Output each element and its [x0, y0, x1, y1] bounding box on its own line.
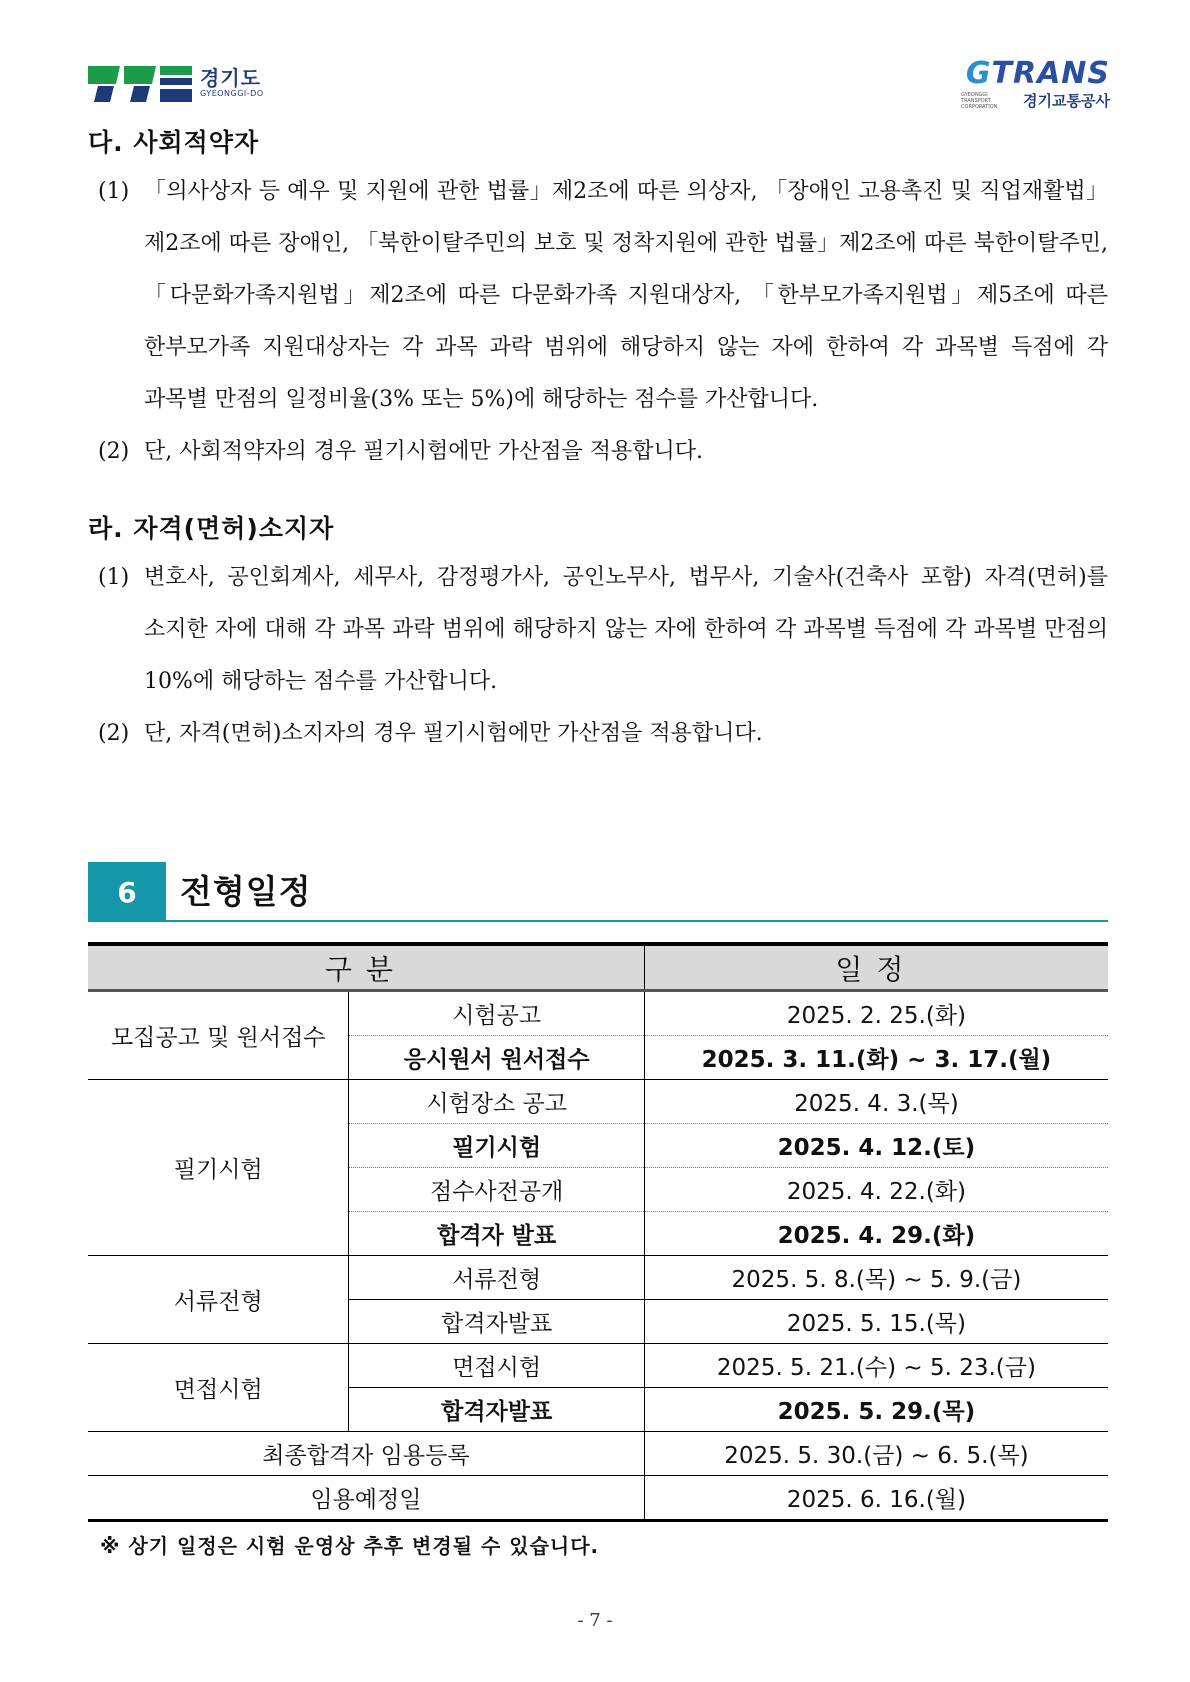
row-date: 2025. 4. 22.(화) — [644, 1168, 1108, 1212]
row-date: 2025. 5. 30.(금) ~ 6. 5.(목) — [644, 1432, 1108, 1476]
gtrans-sub-en: GYEONGGI TRANSPORT CORPORATION — [961, 91, 998, 110]
table-row — [88, 991, 1108, 1036]
item-text: 「의사상자 등 예우 및 지원에 관한 법률」제2조에 따른 의상자, 「장애인 고용촉진 및 직업재활법」제2조에 따른 장애인, 「북한이탈주민의 보호 및 정착지원에 관한 법률」제2조에 따른 북한이탈주민, 「다문화가족지원법」제2조에 따른 다문화가족 지원대상자, 「한부모가족지원법」제5조에 따른 한부모가족 지원대상자는 각 과목 과락 범위에 해당하지 않는 자에 한하여 각 과목별 득점에 각 과목별 만점의 일정비율(3% 또는 5%)에 해당하는 점수를 가산합니다. — [144, 179, 1108, 412]
row-item: 합격자 발표 — [349, 1212, 644, 1256]
section-da-item-2 — [88, 426, 1108, 478]
item-number: (2) — [98, 721, 130, 746]
row-date: 2025. 4. 12.(토) — [644, 1124, 1108, 1168]
schedule-note: ※ 상기 일정은 시험 운영상 추후 변경될 수 있습니다. — [100, 1534, 600, 1558]
item-number: (1) — [98, 179, 130, 204]
section-ra-item-1 — [88, 552, 1108, 708]
header-schedule: 일정 — [644, 944, 1108, 991]
main-content — [88, 120, 1108, 760]
row-date: 2025. 2. 25.(화) — [644, 991, 1108, 1036]
row-date: 2025. 5. 29.(목) — [644, 1388, 1108, 1432]
section-ra-item-2 — [88, 708, 1108, 760]
group-label: 서류전형 — [88, 1256, 349, 1344]
item-number: (2) — [98, 439, 130, 464]
gtrans-logo — [961, 58, 1110, 111]
row-date: 2025. 5. 21.(수) ~ 5. 23.(금) — [644, 1344, 1108, 1388]
row-date: 2025. 4. 29.(화) — [644, 1212, 1108, 1256]
row-item: 합격자발표 — [349, 1388, 644, 1432]
row-date: 2025. 3. 11.(화) ~ 3. 17.(월) — [644, 1036, 1108, 1080]
section-da-item-1 — [88, 166, 1108, 426]
gtrans-sub-ko: 경기교통공사 — [1023, 92, 1110, 110]
row-item: 서류전형 — [349, 1256, 644, 1300]
row-item: 면접시험 — [349, 1344, 644, 1388]
table-row — [88, 1080, 1108, 1124]
gtrans-wordmark-g: G — [965, 56, 992, 91]
table-row — [88, 1432, 1108, 1476]
row-item: 시험공고 — [349, 991, 644, 1036]
table-header-row — [88, 944, 1108, 991]
item-number: (1) — [98, 565, 130, 590]
row-date: 2025. 5. 8.(목) ~ 5. 9.(금) — [644, 1256, 1108, 1300]
row-item: 응시원서 원서접수 — [349, 1036, 644, 1080]
schedule-table — [88, 942, 1108, 1522]
gtrans-wordmark-trans: TRANS — [991, 56, 1110, 91]
section-6-underline — [166, 920, 1108, 922]
table-row — [88, 1476, 1108, 1521]
row-date: 2025. 5. 15.(목) — [644, 1300, 1108, 1344]
item-text: 단, 자격(면허)소지자의 경우 필기시험에만 가산점을 적용합니다. — [144, 721, 763, 746]
row-item: 시험장소 공고 — [349, 1080, 644, 1124]
row-item: 임용예정일 — [88, 1476, 644, 1521]
row-item: 필기시험 — [349, 1124, 644, 1168]
table-row — [88, 1256, 1108, 1300]
page-number: - 7 - — [577, 1610, 613, 1631]
section-ra-title: 라. 자격(면허)소지자 — [88, 514, 335, 543]
group-label: 모집공고 및 원서접수 — [110, 1025, 326, 1051]
item-text: 변호사, 공인회계사, 세무사, 감정평가사, 공인노무사, 법무사, 기술사(건축사 포함) 자격(면허)를 소지한 자에 대해 각 과목 과락 범위에 해당하지 않는 자에 한하여 각 과목별 득점에 각 과목별 만점의 10%에 해당하는 점수를 가산합니다. — [144, 565, 1108, 694]
gtrans-wordmark — [961, 58, 1110, 90]
table-row — [88, 1344, 1108, 1388]
section-6-heading — [88, 862, 1108, 922]
section-6-title: 전형일정 — [180, 872, 312, 911]
gyeonggi-logo-en: GYEONGGI-DO — [200, 88, 264, 98]
row-item: 점수사전공개 — [349, 1168, 644, 1212]
item-text: 단, 사회적약자의 경우 필기시험에만 가산점을 적용합니다. — [144, 439, 704, 464]
gyeonggi-emblem-icon — [88, 62, 192, 102]
group-label: 면접시험 — [88, 1344, 349, 1432]
gyeonggi-logo — [88, 58, 264, 106]
group-label: 필기시험 — [88, 1080, 349, 1256]
row-date: 2025. 6. 16.(월) — [644, 1476, 1108, 1521]
header-category: 구분 — [88, 944, 644, 991]
row-item: 합격자발표 — [349, 1300, 644, 1344]
row-item: 최종합격자 임용등록 — [88, 1432, 644, 1476]
section-6-number: 6 — [88, 862, 166, 922]
gyeonggi-logo-ko: 경기도 — [200, 65, 261, 90]
section-da-title: 다. 사회적약자 — [88, 128, 260, 157]
row-date: 2025. 4. 3.(목) — [644, 1080, 1108, 1124]
